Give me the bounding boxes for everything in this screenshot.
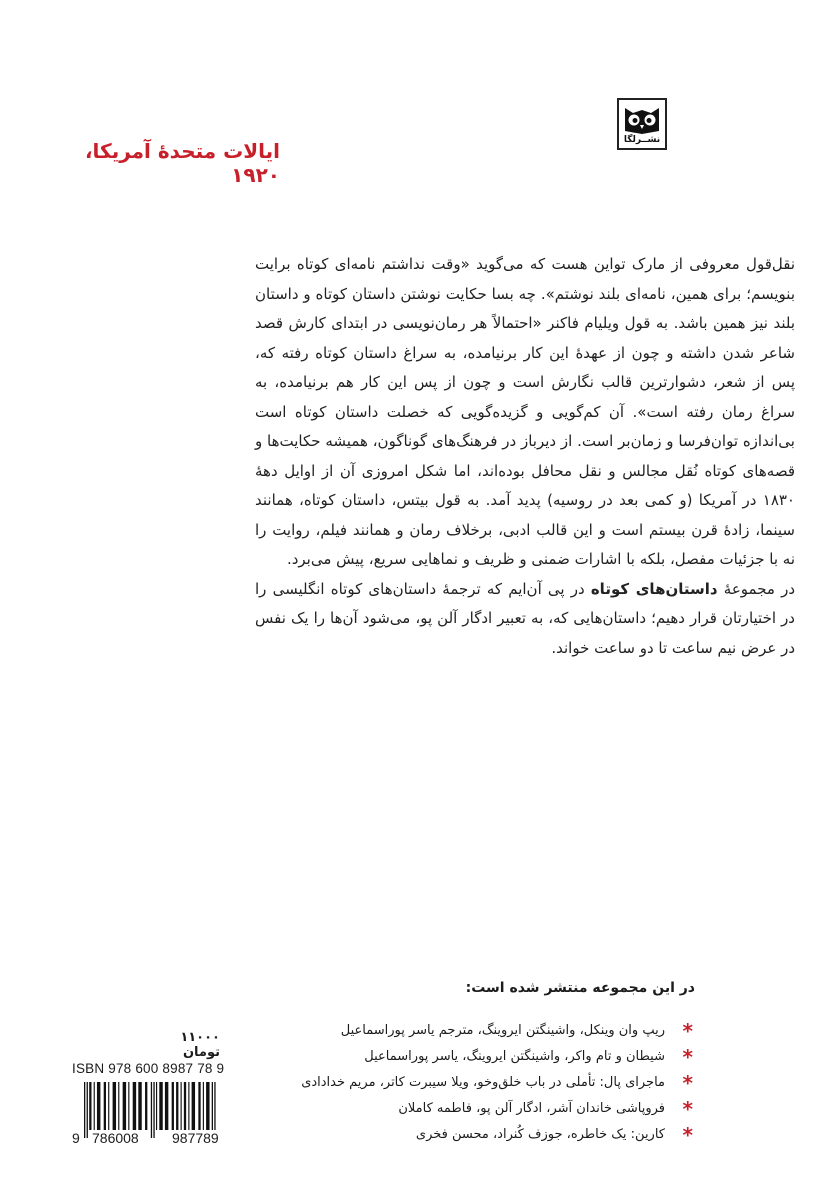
barcode-bar — [94, 1082, 95, 1130]
barcode-bar — [198, 1082, 200, 1130]
barcode-bar — [172, 1082, 174, 1130]
paragraph-2-rest: در پی آن‌ایم که ترجمهٔ داستان‌های کوتاه انگلیسی را در اختیارتان قرار دهیم؛ داستان‌هایی که، به تعبیر ادگار آلن پو، می‌شود آن‌ها را یک نفس در عرض نیم ساعت تا دو ساعت خواند. — [255, 579, 795, 657]
barcode-bar — [108, 1082, 109, 1130]
paragraph-2-lead: در مجموعهٔ — [717, 579, 795, 598]
asterisk-icon: * — [682, 1097, 693, 1121]
barcode-bar — [138, 1082, 141, 1130]
barcode-first-digit: 9 — [72, 1130, 80, 1146]
barcode-bar — [165, 1082, 168, 1130]
book-entry: فروپاشی خاندان آشر، ادگار آلن پو، فاطمه کاملان — [398, 1101, 665, 1116]
series-title: ایالات متحدهٔ آمریکا، ۱۹۲۰ — [84, 139, 280, 187]
barcode-bar — [89, 1082, 91, 1130]
barcode-bar — [181, 1082, 182, 1130]
list-item — [300, 1018, 695, 1044]
barcode-bar — [192, 1082, 195, 1130]
barcode-bar — [104, 1082, 106, 1130]
barcode-bar — [128, 1082, 129, 1130]
isbn-number: ISBN 978 600 8987 78 9 — [72, 1061, 225, 1076]
list-item — [300, 1070, 695, 1096]
asterisk-icon: * — [682, 1045, 693, 1069]
series-name-bold: داستان‌های کوتاه — [590, 579, 718, 598]
barcode-bar — [176, 1082, 178, 1130]
barcode-bar — [118, 1082, 119, 1130]
barcode-bar — [159, 1082, 162, 1130]
barcode-bar — [203, 1082, 204, 1130]
barcode-bar — [87, 1082, 88, 1138]
back-cover-description — [255, 250, 795, 663]
barcode-bar — [123, 1082, 126, 1130]
asterisk-icon: * — [682, 1071, 693, 1095]
published-list-heading: در این مجموعه منتشر شده است: — [465, 980, 695, 996]
barcode-bar — [153, 1082, 154, 1138]
barcode-left-group: 786008 — [92, 1130, 139, 1146]
list-item — [300, 1044, 695, 1070]
book-entry: شیطان و تام واکر، واشینگتن ایروینگ، یاسر پوراسماعیل — [364, 1049, 665, 1064]
barcode-right-group: 987789 — [172, 1130, 219, 1146]
barcode-bar — [145, 1082, 147, 1130]
book-entry: ماجرای پال: تأملی در باب خلق‌وخو، ویلا سیبرت کاتر، مریم خدادادی — [301, 1075, 665, 1090]
list-item — [300, 1096, 695, 1122]
barcode-bar — [188, 1082, 189, 1130]
barcode-bar — [84, 1082, 85, 1138]
publisher-name: نشــرلگا — [623, 135, 661, 145]
price: ۱۱۰۰۰ تومان — [180, 1030, 220, 1060]
asterisk-icon: * — [682, 1019, 693, 1043]
book-entry: ریپ وان وینکل، واشینگتن ایروینگ، مترجم یاسر پوراسماعیل — [340, 1023, 665, 1038]
description-paragraph-1: نقل‌قول معروفی از مارک تواین هست که می‌گوید «وقت نداشتم نامه‌ای کوتاه برایت بنویسم؛ برای همین، نامه‌ای بلند نوشتم». چه بسا حکایت نوشتن داستان کوتاه و داستان بلند نیز همین باشد. به قول ویلیام فاکنر «احتمالاً هر رمان‌نویسی در ابتدای کارش قصد شاعر شدن داشته و چون از عهدهٔ این کار برنیامده، به سراغ داستان کوتاه رفته که، پس از شعر، دشوارترین قالب نگارش است و چون از پس این کار هم برنیامده، به سراغ رمان رفته است». آن کم‌گویی و گزیده‌گویی که خصلت داستان کوتاه است بی‌اندازه توان‌فرسا و زمان‌بر است. از دیرباز در فرهنگ‌های گوناگون، همیشه حکایت‌ها و قصه‌های کوتاه نُقل مجالس و نقل محافل بوده‌اند، اما شکل امروزی آن از اوایل دهۀ ۱۸۳۰ در آمریکا (و کمی بعد در روسیه) پدید آمد. به قول بیتس، داستان کوتاه، همانند سینما، زادهٔ قرن بیستم است و این قالب ادبی، برخلاف رمان و همانند فیلم، روایت را نه با جزئیات مفصل، بلکه با اشارات ضمنی و ظریف و نماهایی سریع، پیش می‌برد. — [255, 255, 795, 568]
owl-icon — [623, 105, 661, 135]
published-books-list — [300, 1018, 695, 1148]
description-paragraph-2 — [255, 575, 795, 664]
barcode-bar — [113, 1082, 116, 1130]
barcode-bar — [97, 1082, 100, 1130]
list-item — [300, 1122, 695, 1148]
publisher-logo — [617, 98, 667, 150]
barcode-bar — [156, 1082, 157, 1130]
barcode-bar — [151, 1082, 152, 1138]
asterisk-icon: * — [682, 1123, 693, 1147]
barcode-bar — [206, 1082, 209, 1130]
barcode-bar — [133, 1082, 136, 1130]
book-entry: کارین: یک خاطره، جوزف کُنراد، محسن فخری — [415, 1127, 665, 1142]
barcode-bar — [184, 1082, 186, 1130]
